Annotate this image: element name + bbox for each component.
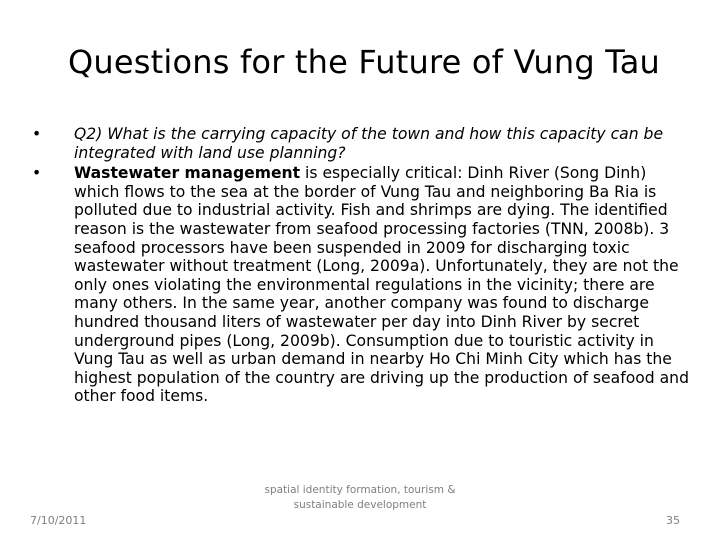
footer-title — [250, 483, 470, 513]
slide-content — [32, 125, 692, 408]
bullet-marker: • — [32, 125, 42, 143]
bullet-marker: • — [32, 164, 42, 183]
footer-title-line2: sustainable development — [293, 499, 427, 511]
bullet-item-q2 — [32, 125, 692, 162]
footer-title-line1: spatial identity formation, tourism & — [264, 484, 456, 496]
footer-date: 7/10/2011 — [30, 514, 87, 527]
slide-title: Questions for the Future of Vung Tau — [67, 43, 661, 81]
bullet-lead-wastewater: Wastewater management — [74, 164, 301, 183]
bullet-text-wastewater: is especially critical: Dinh River (Song Dinh) which flows to the sea at the border of Vung Tau and neighboring Ba Ria is polluted due to industrial activity. Fish and shrimps are dying. The identified reason is the wastewater from seafood processing factories (TNN, 2008b). 3 seafood processors have been suspended in 2009 for discharging toxic wastewater without treatment (Long, 2009a). Unfortunately, they are not the only ones violating the environmental regulations in the vicinity; there are many others. In the same year, another company was found to discharge hundred thousand liters of wastewater per day into Dinh River by secret underground pipes (Long, 2009b). Consumption due to touristic activity in Vung Tau as well as urban demand in nearby Ho Chi Minh City which has the highest population of the country are driving up the production of seafood and other food items. — [74, 164, 689, 406]
bullet-item-wastewater — [32, 164, 692, 406]
footer-page-number: 35 — [666, 514, 680, 527]
bullet-text-q2: Q2) What is the carrying capacity of the town and how this capacity can be integrated with land use planning? — [74, 125, 664, 162]
